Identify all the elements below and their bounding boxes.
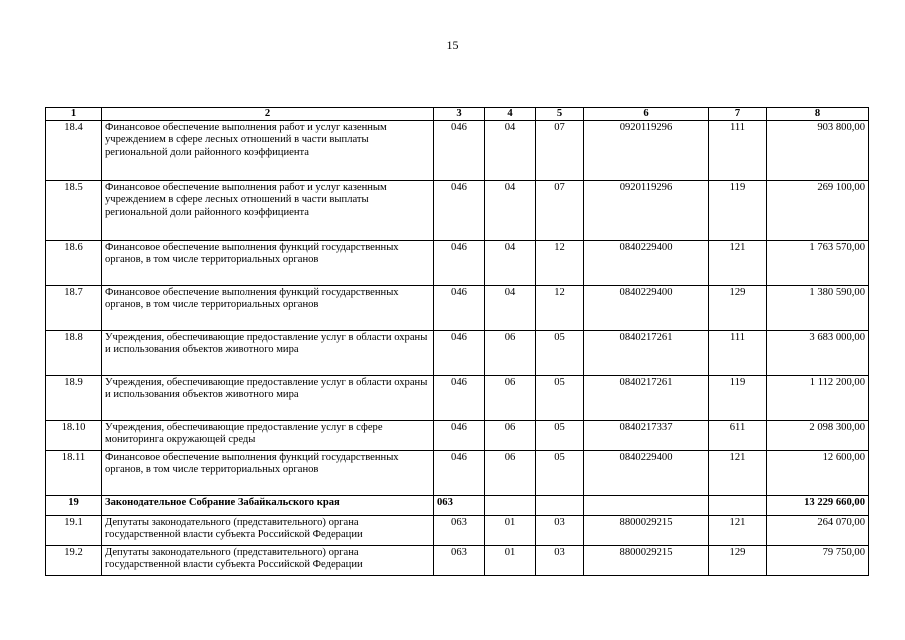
- row-number: 18.8: [46, 331, 102, 376]
- row-amount: 903 800,00: [767, 121, 869, 181]
- row-name: Финансовое обеспечение выполнения работ и услуг казенным учреждением в сфере лесных отношений в части выплаты региональной доли районного коэффициента: [102, 121, 434, 181]
- row-code-6: 0840229400: [584, 241, 709, 286]
- row-number: 18.7: [46, 286, 102, 331]
- row-code-5: 07: [536, 121, 584, 181]
- row-number: 18.4: [46, 121, 102, 181]
- row-number: 19.2: [46, 546, 102, 576]
- row-code-5: 05: [536, 451, 584, 496]
- row-code-3: 063: [434, 546, 485, 576]
- row-code-4: 01: [485, 516, 536, 546]
- row-code-4: 01: [485, 546, 536, 576]
- row-code-7: 119: [709, 181, 767, 241]
- row-code-6: 8800029215: [584, 546, 709, 576]
- row-code-6: 0920119296: [584, 121, 709, 181]
- row-code-6: 0840217261: [584, 376, 709, 421]
- row-code-3: 046: [434, 241, 485, 286]
- row-amount: 79 750,00: [767, 546, 869, 576]
- row-code-3: 046: [434, 286, 485, 331]
- row-code-7: 611: [709, 421, 767, 451]
- row-amount: 3 683 000,00: [767, 331, 869, 376]
- row-amount: 1 112 200,00: [767, 376, 869, 421]
- row-amount: 12 600,00: [767, 451, 869, 496]
- row-code-3: 046: [434, 421, 485, 451]
- header-cell: 5: [536, 108, 584, 121]
- row-code-7: 129: [709, 546, 767, 576]
- row-code-3: 046: [434, 181, 485, 241]
- row-amount: 264 070,00: [767, 516, 869, 546]
- row-code-4: 06: [485, 376, 536, 421]
- row-name: Финансовое обеспечение выполнения работ и услуг казенным учреждением в сфере лесных отношений в части выплаты региональной доли районного коэффициента: [102, 181, 434, 241]
- row-number: 18.11: [46, 451, 102, 496]
- row-number: 18.6: [46, 241, 102, 286]
- row-code-6: 0920119296: [584, 181, 709, 241]
- page-number: 15: [446, 38, 459, 52]
- row-code-5: 03: [536, 516, 584, 546]
- table-row: [46, 546, 869, 576]
- row-code-3: 046: [434, 451, 485, 496]
- row-name: Финансовое обеспечение выполнения функций государственных органов, в том числе территориальных органов: [102, 286, 434, 331]
- row-code-7: 111: [709, 331, 767, 376]
- row-amount: 269 100,00: [767, 181, 869, 241]
- row-code-4: 04: [485, 181, 536, 241]
- header-cell: 2: [102, 108, 434, 121]
- table-row: [46, 121, 869, 181]
- row-code-4: 06: [485, 451, 536, 496]
- table-row: [46, 421, 869, 451]
- budget-table: [45, 107, 869, 576]
- header-cell: 1: [46, 108, 102, 121]
- row-amount: 13 229 660,00: [767, 496, 869, 516]
- row-code-5: 12: [536, 241, 584, 286]
- row-code-3: 063: [434, 496, 485, 516]
- row-code-7: 111: [709, 121, 767, 181]
- row-name: Законодательное Собрание Забайкальского края: [102, 496, 434, 516]
- row-name: Депутаты законодательного (представительного) органа государственной власти субъекта Российской Федерации: [102, 516, 434, 546]
- row-code-5: 05: [536, 421, 584, 451]
- table-row: [46, 451, 869, 496]
- row-code-4: 04: [485, 241, 536, 286]
- row-number: 19.1: [46, 516, 102, 546]
- table-row-section: [46, 496, 869, 516]
- row-amount: 1 380 590,00: [767, 286, 869, 331]
- row-code-5: 05: [536, 376, 584, 421]
- row-code-7: 121: [709, 516, 767, 546]
- row-code-7: 121: [709, 451, 767, 496]
- table-row: [46, 241, 869, 286]
- header-cell: 3: [434, 108, 485, 121]
- row-code-3: 046: [434, 331, 485, 376]
- row-number: 19: [46, 496, 102, 516]
- row-code-6: 0840217261: [584, 331, 709, 376]
- row-code-4: 04: [485, 121, 536, 181]
- row-code-3: 046: [434, 121, 485, 181]
- row-number: 18.9: [46, 376, 102, 421]
- row-code-7: [709, 496, 767, 516]
- table-row: [46, 376, 869, 421]
- row-amount: 1 763 570,00: [767, 241, 869, 286]
- row-name: Финансовое обеспечение выполнения функций государственных органов, в том числе территориальных органов: [102, 241, 434, 286]
- row-name: Учреждения, обеспечивающие предоставление услуг в области охраны и использования объектов животного мира: [102, 376, 434, 421]
- row-code-5: 03: [536, 546, 584, 576]
- table-row: [46, 286, 869, 331]
- table-header-row: [46, 108, 869, 121]
- table-row: [46, 516, 869, 546]
- header-cell: 6: [584, 108, 709, 121]
- row-code-6: 0840229400: [584, 286, 709, 331]
- header-cell: 7: [709, 108, 767, 121]
- row-name: Учреждения, обеспечивающие предоставление услуг в сфере мониторинга окружающей среды: [102, 421, 434, 451]
- row-amount: 2 098 300,00: [767, 421, 869, 451]
- row-code-4: 06: [485, 421, 536, 451]
- row-code-5: [536, 496, 584, 516]
- row-code-6: [584, 496, 709, 516]
- row-code-6: 0840229400: [584, 451, 709, 496]
- row-name: Учреждения, обеспечивающие предоставление услуг в области охраны и использования объектов животного мира: [102, 331, 434, 376]
- row-code-5: 07: [536, 181, 584, 241]
- row-code-4: [485, 496, 536, 516]
- row-number: 18.5: [46, 181, 102, 241]
- row-code-7: 121: [709, 241, 767, 286]
- row-name: Депутаты законодательного (представительного) органа государственной власти субъекта Российской Федерации: [102, 546, 434, 576]
- table-row: [46, 181, 869, 241]
- row-code-5: 12: [536, 286, 584, 331]
- row-number: 18.10: [46, 421, 102, 451]
- row-code-6: 8800029215: [584, 516, 709, 546]
- row-code-6: 0840217337: [584, 421, 709, 451]
- row-code-4: 04: [485, 286, 536, 331]
- row-code-3: 063: [434, 516, 485, 546]
- row-code-3: 046: [434, 376, 485, 421]
- row-code-7: 129: [709, 286, 767, 331]
- row-code-4: 06: [485, 331, 536, 376]
- row-code-7: 119: [709, 376, 767, 421]
- row-code-5: 05: [536, 331, 584, 376]
- table-row: [46, 331, 869, 376]
- header-cell: 4: [485, 108, 536, 121]
- header-cell: 8: [767, 108, 869, 121]
- row-name: Финансовое обеспечение выполнения функций государственных органов, в том числе территориальных органов: [102, 451, 434, 496]
